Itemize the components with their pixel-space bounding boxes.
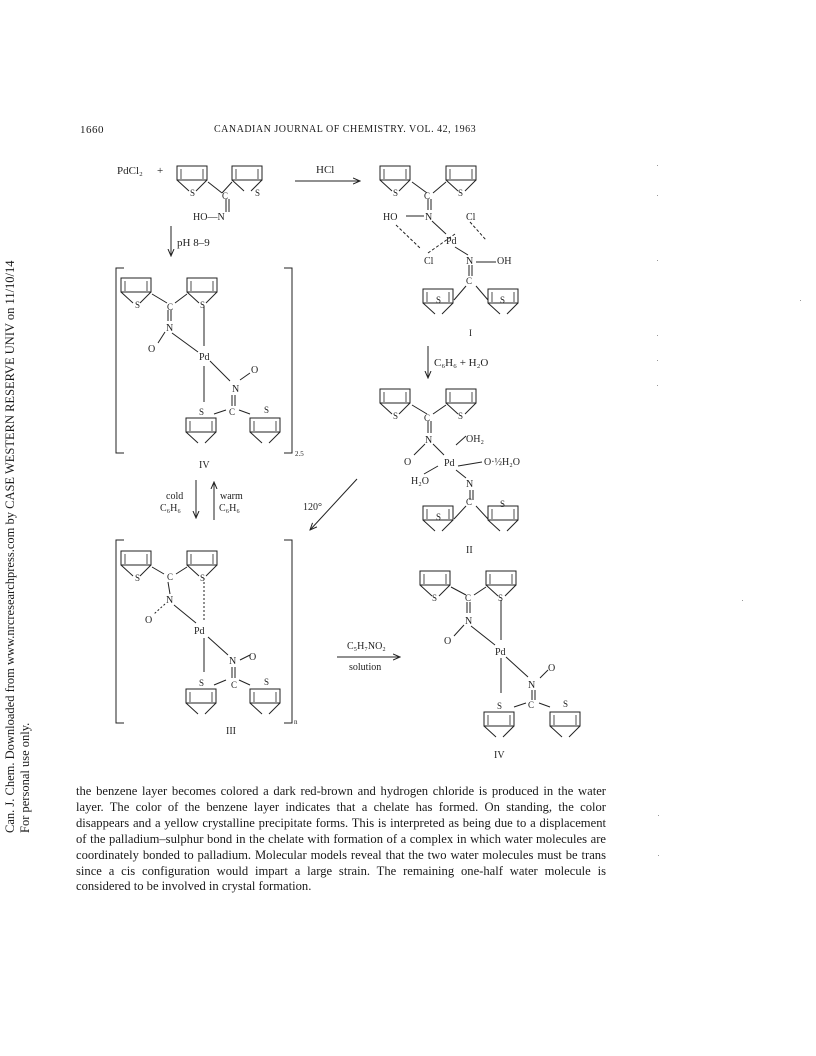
atom-oh2: OH₂ xyxy=(466,434,484,445)
watermark-line-1: Can. J. Chem. Downloaded from www.nrcresearchpress.com by CASE WESTERN RESERVE UNIV on 11/10/14 xyxy=(3,260,17,833)
plus-sign: + xyxy=(157,165,164,177)
atom-n: N xyxy=(166,323,174,334)
atom-n: N xyxy=(166,595,174,606)
atom-pd: Pd xyxy=(446,236,457,247)
scan-speck xyxy=(657,260,658,261)
solution-label: solution xyxy=(349,662,382,673)
atom-s: S xyxy=(500,499,506,509)
compound-label-iv-monomer: IV xyxy=(494,750,505,761)
atom-n: N xyxy=(425,212,433,223)
atom-s: S xyxy=(264,405,270,415)
atom-c: C xyxy=(222,191,229,201)
scan-speck xyxy=(657,385,658,386)
subscript-iii: n xyxy=(294,718,298,726)
atom-c: C xyxy=(466,497,473,507)
atom-n: N xyxy=(425,435,433,446)
subscript-iv: 2.5 xyxy=(295,450,304,458)
scan-speck xyxy=(658,815,659,816)
atom-ho: HO xyxy=(383,212,398,223)
atom-c: C xyxy=(466,276,473,286)
atom-c: C xyxy=(424,191,431,201)
scan-speck xyxy=(657,165,658,166)
atom-s: S xyxy=(458,411,464,421)
atom-pd: Pd xyxy=(199,352,210,363)
temperature-label: 120° xyxy=(303,502,322,513)
cold-label: cold xyxy=(166,491,184,502)
atom-c: C xyxy=(465,593,472,603)
atom-s: S xyxy=(393,188,399,198)
ph-label: pH 8–9 xyxy=(177,237,210,249)
atom-s: S xyxy=(432,593,438,603)
scan-speck xyxy=(657,195,658,196)
atom-n: N xyxy=(528,680,536,691)
compound-label-iii: III xyxy=(226,726,236,737)
atom-s: S xyxy=(135,573,141,583)
compound-label-ii: II xyxy=(466,545,473,556)
ho-n-label: HO—N xyxy=(193,212,225,223)
atom-n: N xyxy=(466,479,474,490)
atom-o: O xyxy=(548,663,556,674)
atom-c: C xyxy=(528,700,535,710)
watermark-line-2: For personal use only. xyxy=(18,722,32,833)
benzene-water-label: C₆H₆ + H₂O xyxy=(434,357,489,369)
atom-s: S xyxy=(458,188,464,198)
compound-label-i: I xyxy=(469,328,472,338)
atom-oh: OH xyxy=(497,256,512,267)
atom-s: S xyxy=(498,593,504,603)
atom-h2o: H₂O xyxy=(411,476,429,487)
scan-speck xyxy=(658,855,659,856)
atom-s: S xyxy=(393,411,399,421)
atom-c: C xyxy=(229,407,236,417)
atom-s: S xyxy=(135,300,141,310)
atom-s: S xyxy=(190,188,196,198)
c5h7no2-label: C₅H₇NO₂ xyxy=(347,641,386,652)
compound-label-iv: IV xyxy=(199,460,210,471)
atom-o: O xyxy=(148,344,156,355)
atom-n: N xyxy=(229,656,237,667)
atom-n: N xyxy=(466,256,474,267)
atom-n: N xyxy=(232,384,240,395)
atom-cl: Cl xyxy=(466,212,476,223)
running-title: CANADIAN JOURNAL OF CHEMISTRY. VOL. 42, 1963 xyxy=(214,124,477,135)
atom-o: O xyxy=(145,615,153,626)
atom-c: C xyxy=(231,680,238,690)
atom-s: S xyxy=(199,407,205,417)
cold-solvent-label: C₆H₆ xyxy=(160,503,181,514)
atom-c: C xyxy=(424,413,431,423)
atom-s: S xyxy=(264,677,270,687)
atom-s: S xyxy=(200,300,206,310)
atom-pd: Pd xyxy=(495,647,506,658)
atom-s: S xyxy=(497,701,503,711)
scan-speck xyxy=(657,335,658,336)
half-water-label: O·½H₂O xyxy=(484,457,520,468)
page-number: 1660 xyxy=(80,124,104,136)
atom-o: O xyxy=(404,457,412,468)
atom-c: C xyxy=(167,572,174,582)
atom-s: S xyxy=(200,573,206,583)
atom-o: O xyxy=(444,636,452,647)
atom-s: S xyxy=(199,678,205,688)
atom-o: O xyxy=(249,652,257,663)
atom-s: S xyxy=(436,512,442,522)
atom-pd: Pd xyxy=(444,458,455,469)
atom-o: O xyxy=(251,365,259,376)
atom-cl: Cl xyxy=(424,256,434,267)
scan-speck xyxy=(657,360,658,361)
pdcl2-label: PdCl₂ xyxy=(117,165,143,177)
scan-speck xyxy=(742,600,743,601)
warm-solvent-label: C₆H₆ xyxy=(219,503,240,514)
atom-s: S xyxy=(563,699,569,709)
hcl-label: HCl xyxy=(316,164,335,176)
atom-s: S xyxy=(255,188,261,198)
atom-n: N xyxy=(465,616,473,627)
atom-pd: Pd xyxy=(194,626,205,637)
atom-s: S xyxy=(436,295,442,305)
warm-label: warm xyxy=(220,491,243,502)
scan-speck xyxy=(800,300,801,301)
body-paragraph: the benzene layer becomes colored a dark red-brown and hydrogen chloride is produced in the water layer. The color of the benzene layer indicates that a chelate has formed. On standing, the color disappears and a yellow crystalline precipitate forms. This is interpreted as being due to a displacement of the palladium–sulphur bond in the chelate with formation of a complex in which water molecules are coordinately bonded to palladium. Molecular models reveal that the two water molecules must be trans since a cis configuration would impart a large strain. The remaining one-half water molecule is considered to be involved in crystal formation. xyxy=(76,784,606,894)
atom-c: C xyxy=(167,302,174,312)
atom-s: S xyxy=(500,295,506,305)
